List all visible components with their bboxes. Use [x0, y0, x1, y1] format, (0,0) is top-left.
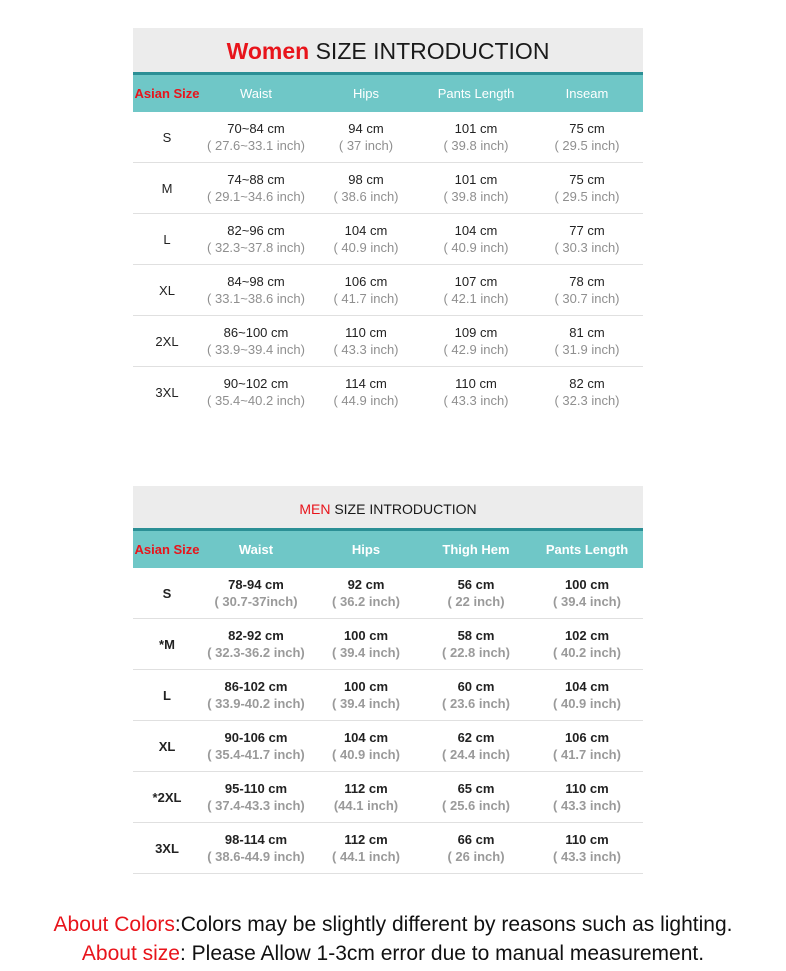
women-inseam-cm: 75 cm — [569, 121, 605, 136]
women-pants-cm: 101 cm — [454, 121, 498, 136]
women-pants-cm: 109 cm — [454, 325, 498, 340]
men-thigh-inch: ( 25.6 inch) — [442, 798, 510, 813]
men-hips-inch: ( 40.9 inch) — [332, 747, 400, 762]
women-hips-cell — [311, 171, 421, 205]
men-pants-cell — [531, 729, 643, 763]
men-thigh-inch: ( 26 inch) — [447, 849, 505, 864]
women-inseam-inch: ( 29.5 inch) — [554, 189, 620, 204]
women-hips-cm: 110 cm — [345, 325, 387, 340]
women-size-table — [133, 28, 643, 417]
women-inseam-inch: ( 30.3 inch) — [554, 240, 620, 255]
men-hips-inch: ( 39.4 inch) — [332, 645, 400, 660]
men-thigh-cell — [421, 831, 531, 865]
women-waist-inch: ( 29.1~34.6 inch) — [207, 189, 305, 204]
men-hips-inch: (44.1 inch) — [333, 798, 399, 813]
men-size-label: S — [162, 585, 172, 601]
men-header-thigh-hem: Thigh Hem — [442, 542, 510, 557]
men-pants-cell — [531, 831, 643, 865]
women-pants-cm: 101 cm — [454, 172, 498, 187]
men-size-label: *2XL — [152, 789, 182, 805]
women-header-row — [133, 75, 643, 112]
men-hips-cm: 92 cm — [347, 577, 385, 592]
men-thigh-cell — [421, 627, 531, 661]
women-waist-cell — [201, 222, 311, 256]
men-thigh-cell — [421, 729, 531, 763]
men-waist-inch: ( 33.9-40.2 inch) — [207, 696, 305, 711]
men-hips-inch: ( 39.4 inch) — [332, 696, 400, 711]
women-hips-cell — [311, 273, 421, 307]
men-waist-cell — [201, 831, 311, 865]
women-waist-cm: 86~100 cm — [223, 325, 289, 340]
men-pants-cm: 110 cm — [565, 832, 609, 847]
women-header-inseam: Inseam — [565, 86, 609, 101]
women-table-row — [133, 214, 643, 265]
men-pants-cell — [531, 780, 643, 814]
women-table-row — [133, 265, 643, 316]
men-waist-inch: ( 35.4-41.7 inch) — [207, 747, 305, 762]
women-waist-cm: 70~84 cm — [227, 121, 285, 136]
colors-note-text: :Colors may be slightly different by reasons such as lighting. — [174, 913, 733, 936]
men-hips-cell — [311, 831, 421, 865]
men-size-label: *M — [159, 636, 175, 652]
women-waist-inch: ( 32.3~37.8 inch) — [207, 240, 305, 255]
men-hips-cm: 100 cm — [343, 679, 389, 694]
size-note — [0, 939, 786, 968]
men-waist-inch: ( 30.7-37inch) — [214, 594, 298, 609]
women-header-pants-length: Pants Length — [437, 86, 515, 101]
women-inseam-inch: ( 29.5 inch) — [554, 138, 620, 153]
men-size-label: 3XL — [155, 840, 179, 856]
women-pants-cell — [421, 273, 531, 307]
men-pants-cm: 104 cm — [564, 679, 610, 694]
women-hips-inch: ( 44.9 inch) — [333, 393, 399, 408]
women-waist-cell — [201, 120, 311, 154]
women-header-hips: Hips — [352, 86, 379, 101]
women-pants-inch: ( 43.3 inch) — [443, 393, 509, 408]
men-pants-inch: ( 40.2 inch) — [553, 645, 621, 660]
men-hips-cm: 112 cm — [344, 832, 388, 847]
women-table-title — [133, 28, 643, 72]
men-waist-inch: ( 37.4-43.3 inch) — [207, 798, 305, 813]
women-hips-cm: 104 cm — [344, 223, 388, 238]
men-hips-cell — [311, 729, 421, 763]
women-inseam-cm: 78 cm — [569, 274, 605, 289]
women-inseam-inch: ( 32.3 inch) — [554, 393, 620, 408]
men-pants-inch: ( 43.3 inch) — [553, 798, 621, 813]
men-header-waist: Waist — [238, 542, 274, 557]
men-thigh-cell — [421, 576, 531, 610]
men-table-row — [133, 721, 643, 772]
women-size-label: L — [163, 231, 171, 247]
men-hips-cell — [311, 678, 421, 712]
men-table-title — [133, 486, 643, 528]
women-waist-inch: ( 33.9~39.4 inch) — [207, 342, 305, 357]
men-header-asian-size: Asian Size — [134, 542, 200, 557]
women-hips-cell — [311, 324, 421, 358]
colors-note — [0, 910, 786, 939]
women-pants-inch: ( 42.1 inch) — [443, 291, 509, 306]
men-hips-inch: ( 36.2 inch) — [332, 594, 400, 609]
men-waist-inch: ( 38.6-44.9 inch) — [207, 849, 305, 864]
men-table-row — [133, 568, 643, 619]
women-hips-cm: 106 cm — [344, 274, 388, 289]
women-inseam-cell — [531, 375, 643, 409]
men-thigh-cm: 60 cm — [457, 679, 495, 694]
women-size-label: M — [161, 180, 173, 196]
women-waist-cell — [201, 324, 311, 358]
men-header-row — [133, 531, 643, 568]
women-title-accent: Women — [226, 38, 310, 64]
women-hips-inch: ( 41.7 inch) — [333, 291, 399, 306]
women-header-waist: Waist — [239, 86, 273, 101]
men-pants-cm: 102 cm — [564, 628, 610, 643]
women-pants-inch: ( 39.8 inch) — [443, 138, 509, 153]
men-thigh-inch: ( 23.6 inch) — [442, 696, 510, 711]
size-notes — [0, 910, 786, 968]
men-waist-cell — [201, 678, 311, 712]
men-header-hips: Hips — [351, 542, 381, 557]
women-inseam-cell — [531, 273, 643, 307]
men-thigh-cm: 56 cm — [457, 577, 495, 592]
women-pants-cell — [421, 222, 531, 256]
women-size-label: 3XL — [155, 384, 179, 400]
women-inseam-inch: ( 30.7 inch) — [554, 291, 620, 306]
women-inseam-cell — [531, 222, 643, 256]
size-note-label: About size — [81, 942, 180, 965]
men-waist-cell — [201, 576, 311, 610]
women-waist-cell — [201, 171, 311, 205]
men-waist-cm: 90-106 cm — [224, 730, 288, 745]
men-table-row — [133, 772, 643, 823]
men-size-label: L — [163, 687, 171, 703]
men-hips-cm: 100 cm — [343, 628, 389, 643]
women-pants-cell — [421, 171, 531, 205]
women-waist-cm: 74~88 cm — [227, 172, 285, 187]
men-table-row — [133, 823, 643, 874]
size-note-text: : Please Allow 1-3cm error due to manual measurement. — [179, 942, 705, 965]
men-waist-cell — [201, 627, 311, 661]
men-thigh-inch: ( 24.4 inch) — [442, 747, 510, 762]
men-hips-cell — [311, 780, 421, 814]
women-table-body — [133, 112, 643, 417]
men-table-row — [133, 619, 643, 670]
men-pants-cm: 110 cm — [565, 781, 609, 796]
women-inseam-cell — [531, 171, 643, 205]
women-hips-cell — [311, 375, 421, 409]
men-pants-inch: ( 41.7 inch) — [553, 747, 621, 762]
men-title-rest: SIZE INTRODUCTION — [330, 501, 477, 517]
men-table-row — [133, 670, 643, 721]
women-table-row — [133, 112, 643, 163]
men-pants-cm: 106 cm — [564, 730, 610, 745]
men-hips-cell — [311, 576, 421, 610]
men-hips-cm: 112 cm — [344, 781, 388, 796]
women-waist-cm: 84~98 cm — [227, 274, 285, 289]
men-thigh-cm: 65 cm — [457, 781, 495, 796]
men-title-accent: MEN — [299, 501, 331, 517]
women-hips-cell — [311, 120, 421, 154]
women-inseam-inch: ( 31.9 inch) — [554, 342, 620, 357]
men-pants-inch: ( 40.9 inch) — [553, 696, 621, 711]
women-pants-cm: 104 cm — [454, 223, 498, 238]
women-hips-cm: 94 cm — [348, 121, 384, 136]
women-pants-inch: ( 39.8 inch) — [443, 189, 509, 204]
men-size-table — [133, 486, 643, 874]
men-pants-cell — [531, 627, 643, 661]
men-thigh-cm: 58 cm — [457, 628, 495, 643]
women-inseam-cm: 81 cm — [569, 325, 605, 340]
women-waist-cell — [201, 375, 311, 409]
women-hips-cm: 114 cm — [345, 376, 387, 391]
women-hips-cm: 98 cm — [348, 172, 384, 187]
women-hips-cell — [311, 222, 421, 256]
women-hips-inch: ( 37 inch) — [338, 138, 394, 153]
women-hips-inch: ( 40.9 inch) — [333, 240, 399, 255]
women-hips-inch: ( 43.3 inch) — [333, 342, 399, 357]
women-waist-cm: 82~96 cm — [227, 223, 285, 238]
women-inseam-cell — [531, 120, 643, 154]
men-waist-inch: ( 32.3-36.2 inch) — [207, 645, 305, 660]
women-table-row — [133, 163, 643, 214]
women-pants-inch: ( 42.9 inch) — [443, 342, 509, 357]
women-table-row — [133, 367, 643, 417]
women-size-label: S — [162, 129, 172, 145]
women-table-row — [133, 316, 643, 367]
men-waist-cm: 78-94 cm — [228, 577, 284, 592]
men-thigh-cm: 62 cm — [457, 730, 495, 745]
women-inseam-cell — [531, 324, 643, 358]
women-pants-cm: 107 cm — [454, 274, 498, 289]
women-pants-cell — [421, 375, 531, 409]
women-size-label: XL — [159, 282, 175, 298]
women-waist-inch: ( 33.1~38.6 inch) — [207, 291, 305, 306]
men-waist-cell — [201, 780, 311, 814]
women-inseam-cm: 82 cm — [569, 376, 605, 391]
men-pants-cell — [531, 576, 643, 610]
men-waist-cm: 82-92 cm — [228, 628, 284, 643]
men-waist-cell — [201, 729, 311, 763]
men-thigh-cell — [421, 678, 531, 712]
colors-note-label: About Colors — [53, 913, 175, 936]
men-thigh-cell — [421, 780, 531, 814]
men-pants-cm: 100 cm — [564, 577, 610, 592]
women-title-rest: SIZE INTRODUCTION — [309, 38, 550, 64]
men-hips-inch: ( 44.1 inch) — [332, 849, 400, 864]
women-waist-inch: ( 27.6~33.1 inch) — [207, 138, 305, 153]
women-size-label: 2XL — [155, 333, 179, 349]
women-inseam-cm: 75 cm — [569, 172, 605, 187]
men-pants-inch: ( 39.4 inch) — [553, 594, 621, 609]
women-header-asian-size: Asian Size — [134, 86, 200, 101]
men-waist-cm: 95-110 cm — [224, 781, 288, 796]
men-header-pants-length: Pants Length — [545, 542, 629, 557]
women-hips-inch: ( 38.6 inch) — [333, 189, 399, 204]
men-thigh-inch: ( 22 inch) — [447, 594, 505, 609]
women-waist-cell — [201, 273, 311, 307]
women-inseam-cm: 77 cm — [569, 223, 605, 238]
women-waist-cm: 90~102 cm — [223, 376, 289, 391]
men-waist-cm: 98-114 cm — [224, 832, 288, 847]
men-hips-cm: 104 cm — [343, 730, 389, 745]
men-thigh-cm: 66 cm — [457, 832, 495, 847]
men-pants-cell — [531, 678, 643, 712]
men-waist-cm: 86-102 cm — [224, 679, 288, 694]
men-table-body — [133, 568, 643, 874]
men-thigh-inch: ( 22.8 inch) — [442, 645, 510, 660]
women-pants-cell — [421, 120, 531, 154]
men-hips-cell — [311, 627, 421, 661]
women-pants-cell — [421, 324, 531, 358]
men-size-label: XL — [158, 738, 176, 754]
men-pants-inch: ( 43.3 inch) — [553, 849, 621, 864]
women-pants-inch: ( 40.9 inch) — [443, 240, 509, 255]
women-pants-cm: 110 cm — [455, 376, 497, 391]
women-waist-inch: ( 35.4~40.2 inch) — [207, 393, 305, 408]
